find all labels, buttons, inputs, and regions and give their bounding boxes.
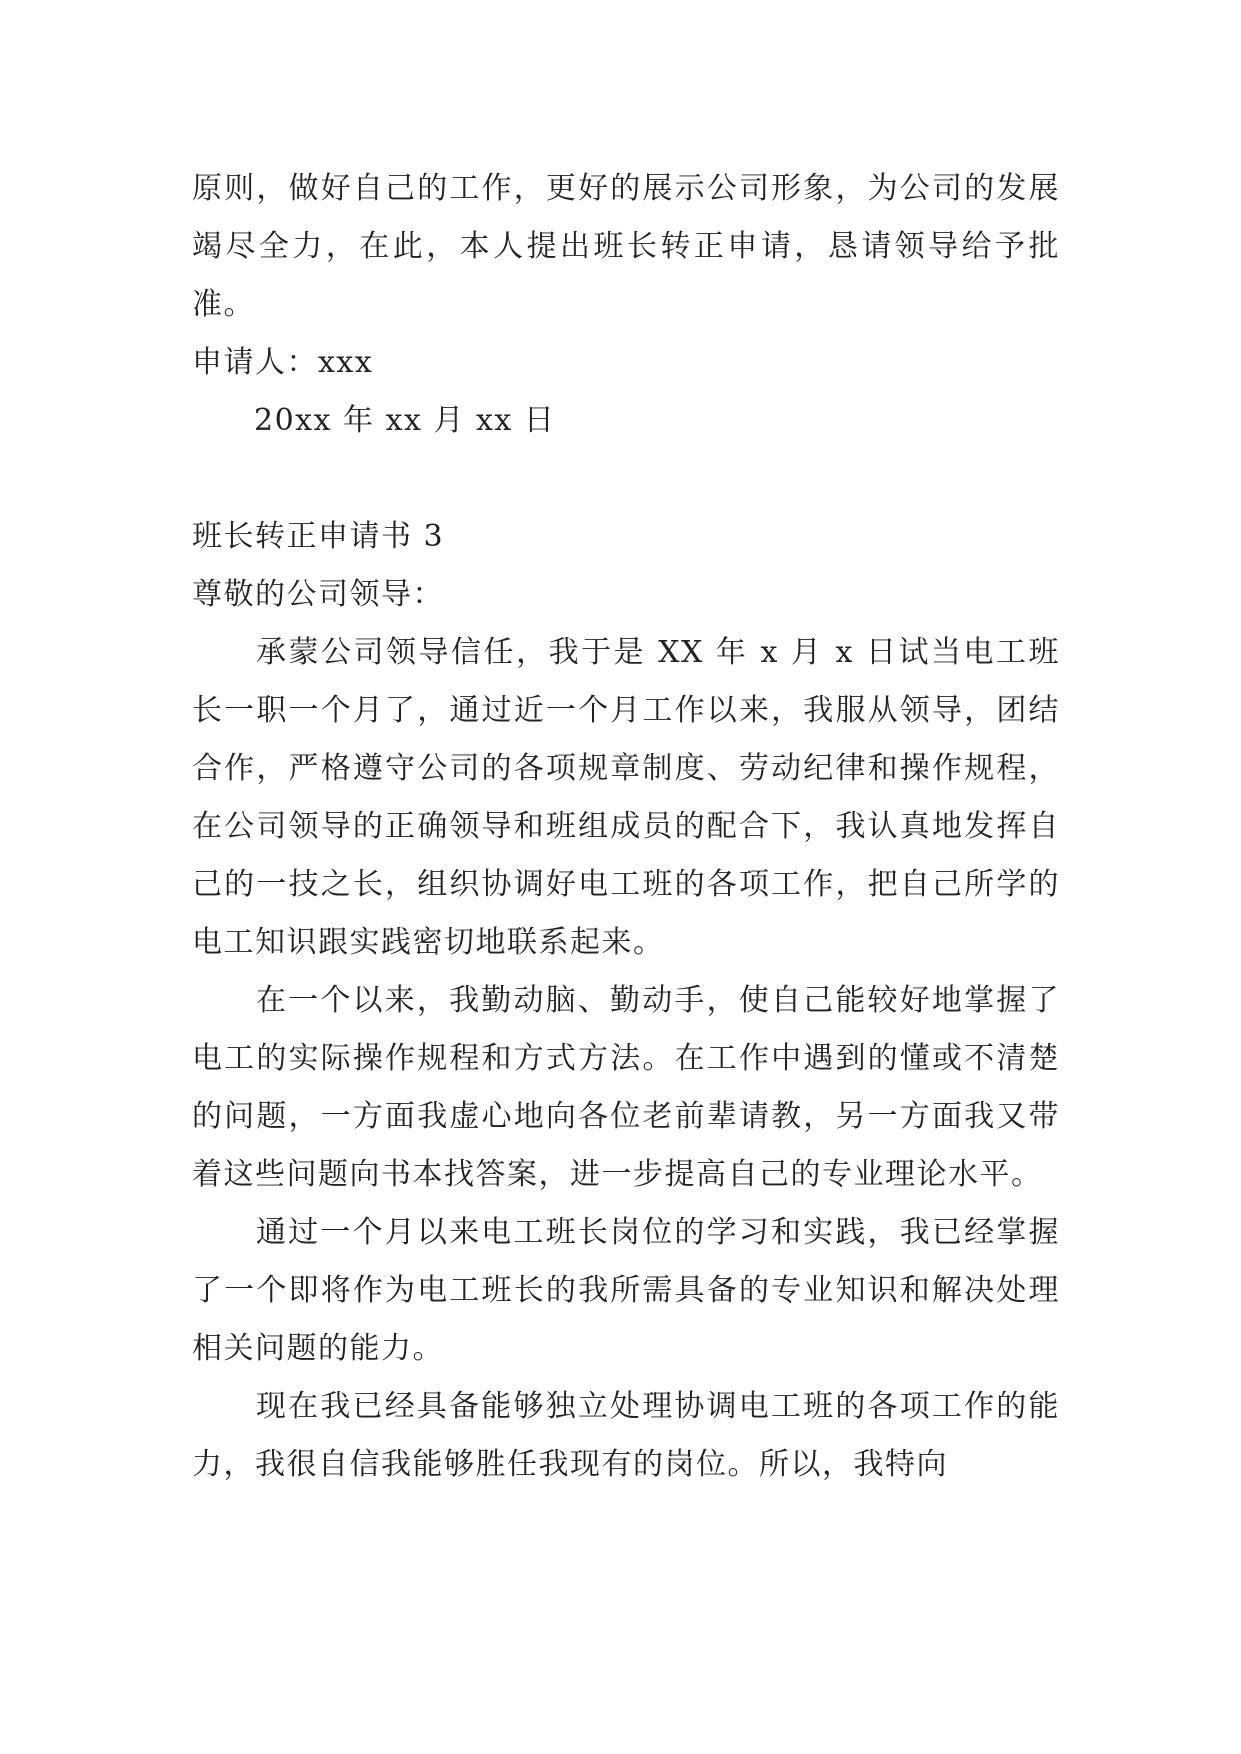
date-line: 20xx 年 xx 月 xx 日 [254, 403, 556, 438]
body-paragraph-2: 在一个以来，我勤动脑、勤动手，使自己能较好地掌握了电工的实际操作规程和方式方法。在工作中遇到的懂或不清楚的问题，一方面我虚心地向各位老前辈请教，另一方面我又带着这些问题向书本找答案，进一步提高自己的专业理论水平。 [192, 983, 1060, 1192]
continuation-paragraph: 原则，做好自己的工作，更好的展示公司形象，为公司的发展竭尽全力，在此，本人提出班长转正申请，恳请领导给予批准。 [192, 171, 1060, 322]
body-paragraph-1: 承蒙公司领导信任，我于是 XX 年 x 月 x 日试当电工班长一职一个月了，通过近一个月工作以来，我服从领导，团结合作，严格遵守公司的各项规章制度、劳动纪律和操作规程，在公司领导的正确领导和班组成员的配合下，我认真地发挥自己的一技之长，组织协调好电工班的各项工作，把自己所学的电工知识跟实践密切地联系起来。 [192, 635, 1060, 960]
applicant-line: 申请人：xxx [192, 345, 374, 380]
body-paragraph-4: 现在我已经具备能够独立处理协调电工班的各项工作的能力，我很自信我能够胜任我现有的岗位。所以，我特向 [192, 1389, 1060, 1482]
section-spacer [192, 450, 1060, 508]
salutation: 尊敬的公司领导： [192, 577, 444, 612]
document-body [192, 160, 1060, 1494]
section-title: 班长转正申请书 3 [192, 519, 445, 554]
body-paragraph-3: 通过一个月以来电工班长岗位的学习和实践，我已经掌握了一个即将作为电工班长的我所需具备的专业知识和解决处理相关问题的能力。 [192, 1215, 1060, 1366]
